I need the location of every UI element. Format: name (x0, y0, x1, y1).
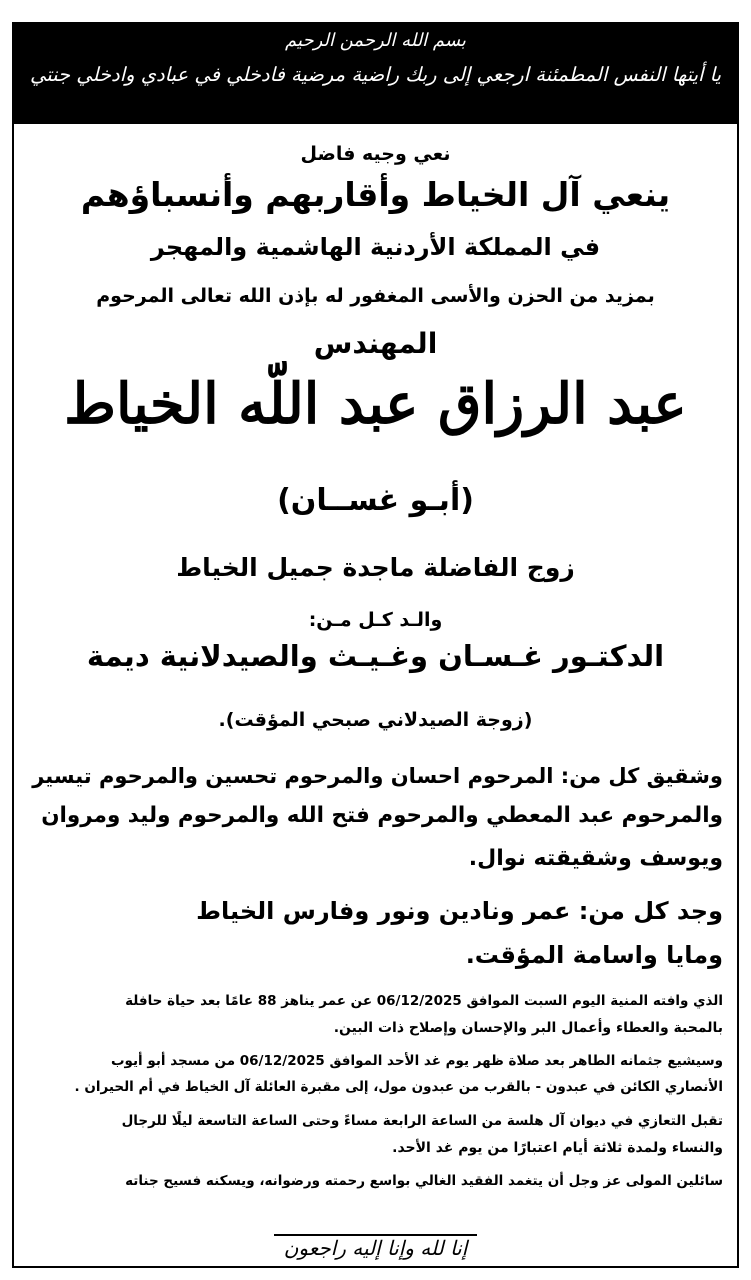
basmala-calligraphy: بسم الله الرحمن الرحيم (285, 30, 466, 51)
funeral-details-line-1: وسيشيع جثمانه الطاهر بعد صلاة ظهر يوم غد الأحد الموافق 06/12/2025 من مسجد أبو أيوب (110, 1053, 723, 1069)
deceased-kunya: (أبـو غســان) (277, 483, 474, 518)
header-banner (14, 24, 737, 124)
funeral-details-line-2: الأنصاري الكائن في عبدون - بالقرب من عبدون مول، إلى مقبرة العائلة آل الخياط في أم الحيران . (74, 1079, 723, 1095)
condolence-details-line-2: والنساء ولمدة ثلاثة أيام اعتبارًا من يوم غد الأحد. (392, 1140, 723, 1156)
siblings-line-1: وشقيق كل من: المرحوم احسان والمرحوم تحسين والمرحوم تيسير (32, 764, 723, 788)
grandchildren-line-2: ومايا واسامة المؤقت. (465, 941, 723, 969)
prayer-text: سائلين المولى عز وجل أن يتغمد الفقيد الغالي بواسع رحمته ورضوانه، ويسكنه فسيح جناته (125, 1173, 723, 1189)
quran-verse-calligraphy: يا أيتها النفس المطمئنة ارجعي إلى ربك راضية مرضية فادخلي في عبادي وادخلي جنتي (29, 63, 722, 86)
death-details-line-1: الذي وافته المنية اليوم السبت الموافق 06/12/2025 عن عمر يناهز 88 عامًا بعد حياة حافلة (125, 993, 723, 1009)
condolence-details-line-1: تقبل التعازي في ديوان آل هلسة من الساعة الرابعة مساءً وحتى الساعة التاسعة ليلًا للرجال (121, 1113, 723, 1129)
deceased-title: المهندس (313, 327, 438, 360)
children-names: الدكتـور غـسـان وغـيـث والصيدلانية ديمة (86, 639, 665, 673)
siblings-line-2: والمرحوم عبد المعطي والمرحوم فتح الله والمرحوم وليد ومروان (41, 803, 723, 828)
obituary-notice (12, 22, 739, 1268)
father-of-label: والـد كـل مـن: (308, 609, 443, 631)
notice-body (14, 124, 737, 1266)
sorrow-text: بمزيد من الحزن والأسى المغفور له بإذن الله تعالى المرحوم (96, 285, 655, 307)
intro-text: نعي وجيه فاضل (300, 143, 451, 165)
children-note: (زوجة الصيدلاني صبحي المؤقت). (218, 709, 533, 731)
grandchildren-line-1: وجد كل من: عمر ونادين ونور وفارس الخياط (196, 897, 723, 925)
location-text: في المملكة الأردنية الهاشمية والمهجر (150, 233, 601, 261)
deceased-name: عبد الرزاق عبد اللّه الخياط (64, 371, 687, 437)
death-details-line-2: بالمحبة والعطاء وأعمال البر والإحسان وإصلاح ذات البين. (333, 1020, 723, 1036)
family-announcement: ينعي آل الخياط وأقاربهم وأنسباؤهم (80, 175, 671, 214)
siblings-line-3: ويوسف وشقيقته نوال. (468, 846, 723, 871)
spouse-text: زوج الفاضلة ماجدة جميل الخياط (176, 553, 575, 582)
closing-verse-calligraphy: إنا لله وإنا إليه راجعون (14, 1234, 737, 1260)
